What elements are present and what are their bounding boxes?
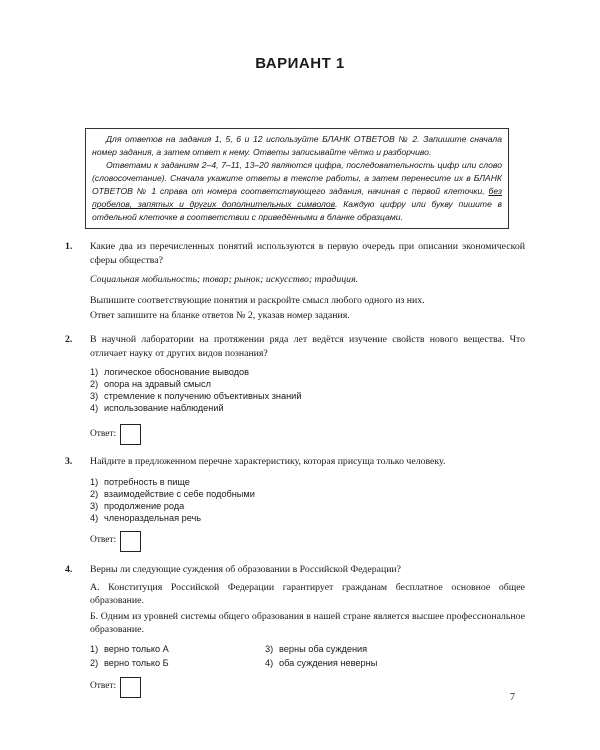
question-2 [65, 333, 525, 445]
option: 4) членораздельная речь [90, 512, 202, 523]
option: 1) логическое обоснование выводов [90, 367, 249, 377]
option: 4) оба суждения неверны [265, 657, 378, 668]
instructions-text-b: . Каждую цифру или букву пишите в отдельной клеточке в соответствии с приведёнными в бланке образцами. [92, 199, 502, 222]
option: 2) взаимодействие с себе подобными [90, 488, 255, 499]
option: 1) верно только А [90, 643, 169, 654]
concept-list: Социальная мобильность; товар; рынок; искусство; традиция. [90, 274, 359, 285]
options-grid [90, 642, 525, 670]
option: 2) опора на здравый смысл [90, 379, 211, 389]
question-number: 2. [65, 334, 73, 345]
answer-box[interactable] [120, 424, 141, 445]
judgement-b: Б. Одним из уровней системы общего образования в нашей стране является высшее профессиональное образование. [90, 610, 525, 635]
option: 3) верны оба суждения [265, 643, 368, 654]
instructions-text-a: Ответами к заданиям 2–4, 7–11, 13–20 являются цифра, последовательность цифр или слово (словосочетание). Сначала укажите ответы в тексте работы, а затем перенесите их в БЛАНК ОТВЕТОВ № 1 справа от номера соответствующего задания, начиная с первой клеточки, [92, 160, 502, 196]
answer-box[interactable] [120, 531, 141, 552]
options-list [90, 476, 525, 524]
question-number: 4. [65, 564, 73, 575]
answer-field [90, 677, 525, 698]
answer-label: Ответ: [90, 428, 117, 439]
answer-field [90, 531, 525, 552]
task-instruction: Выпишите соответствующие понятия и раскройте смысл любого одного из них. [90, 294, 425, 306]
instructions-underlined: без пробелов, запятых и других дополнительных символов [92, 186, 502, 209]
question-text: Какие два из перечисленных понятий используются в первую очередь при описании экономической сферы общества? [90, 241, 525, 266]
judgement-a: А. Конституция Российской Федерации гарантирует гражданам бесплатное основное общее образование. [90, 581, 525, 606]
option: 2) верно только Б [90, 657, 169, 668]
options-list [90, 366, 525, 414]
task-instruction-answer: Ответ запишите на бланке ответов № 2, указав номер задания. [90, 310, 350, 321]
page-title: ВАРИАНТ 1 [255, 55, 345, 72]
instructions-box [85, 128, 509, 229]
question-1 [65, 240, 525, 323]
page-number: 7 [510, 692, 515, 703]
question-3 [65, 455, 525, 552]
answer-label: Ответ: [90, 681, 117, 692]
option: 1) потребность в пище [90, 476, 190, 487]
answer-field [90, 424, 525, 445]
question-text: Верны ли следующие суждения об образовании в Российской Федерации? [90, 564, 402, 575]
option: 3) стремление к получению объективных знаний [90, 391, 302, 401]
instructions-paragraph-2 [92, 159, 502, 224]
question-4 [65, 563, 525, 698]
question-number: 1. [65, 241, 73, 252]
question-text: Найдите в предложенном перечне характеристику, которая присуща только человеку. [90, 456, 446, 467]
instructions-paragraph-1: Для ответов на задания 1, 5, 6 и 12 используйте БЛАНК ОТВЕТОВ № 2. Запишите сначала номер задания, а затем ответ к нему. Ответы записывайте чётко и разборчиво. [92, 134, 502, 157]
question-number: 3. [65, 456, 73, 467]
option: 3) продолжение рода [90, 500, 185, 511]
answer-label: Ответ: [90, 535, 117, 546]
question-text: В научной лаборатории на протяжении ряда лет ведётся изучение свойств нового вещества. Что отличает науку от других видов познания? [90, 334, 525, 359]
answer-box[interactable] [120, 677, 141, 698]
option: 4) использование наблюдений [90, 403, 224, 413]
